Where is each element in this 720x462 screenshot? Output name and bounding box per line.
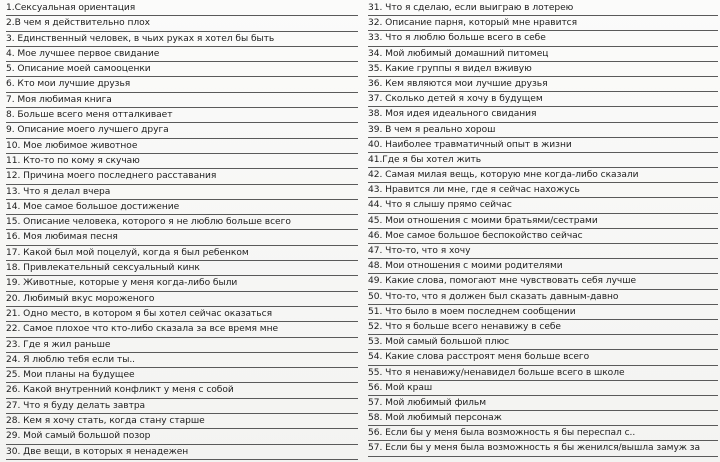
- question-item: 45. Мои отношения с моими братьями/сестрами: [368, 214, 718, 229]
- question-item: 21. Одно место, в котором я бы хотел сейчас оказаться: [6, 307, 358, 322]
- question-item: 8. Больше всего меня отталкивает: [6, 108, 358, 123]
- question-item: 34. Мой любимый домашний питомец: [368, 47, 718, 62]
- question-item: 7. Моя любимая книга: [6, 93, 358, 108]
- question-item: 32. Описание парня, который мне нравится: [368, 16, 718, 31]
- question-item: 28. Кем я хочу стать, когда стану старше: [6, 414, 358, 429]
- question-item: 23. Где я жил раньше: [6, 338, 358, 353]
- question-item: 42. Самая милая вещь, которую мне когда-либо сказали: [368, 168, 718, 183]
- question-item: 49. Какие слова, помогают мне чувствовать себя лучше: [368, 274, 718, 289]
- question-item: 22. Самое плохое что кто-либо сказала за все время мне: [6, 322, 358, 337]
- question-item: 3. Единственный человек, в чьих руках я хотел бы быть: [6, 32, 358, 47]
- question-item: 13. Что я делал вчера: [6, 185, 358, 200]
- question-item: 53. Мой самый большой плюс: [368, 335, 718, 350]
- question-item: 57. Если бы у меня была возможность я бы женился/вышла замуж за: [368, 441, 718, 456]
- question-item: 11. Кто-то по кому я скучаю: [6, 154, 358, 169]
- question-column-left: [6, 1, 358, 460]
- question-item: 48. Мои отношения с моими родителями: [368, 259, 718, 274]
- question-item: 44. Что я слышу прямо сейчас: [368, 198, 718, 213]
- question-item: 46. Мое самое большое беспокойство сейчас: [368, 229, 718, 244]
- question-item: 43. Нравится ли мне, где я сейчас нахожусь: [368, 183, 718, 198]
- question-item: 15. Описание человека, которого я не люблю больше всего: [6, 215, 358, 230]
- question-item: 17. Какой был мой поцелуй, когда я был ребенком: [6, 246, 358, 261]
- question-item: 40. Наиболее травматичный опыт в жизни: [368, 138, 718, 153]
- question-item: 37. Сколько детей я хочу в будущем: [368, 92, 718, 107]
- question-item: 50. Что-то, что я должен был сказать давным-давно: [368, 290, 718, 305]
- question-item: 1.Сексуальная ориентация: [6, 1, 358, 16]
- question-item: 55. Что я ненавижу/ненавидел больше всего в школе: [368, 366, 718, 381]
- question-item: 58. Мой любимый персонаж: [368, 411, 718, 426]
- question-item: 2.В чем я действительно плох: [6, 16, 358, 31]
- question-item: 4. Мое лучшее первое свидание: [6, 47, 358, 62]
- question-item: 27. Что я буду делать завтра: [6, 399, 358, 414]
- question-item: 19. Животные, которые у меня когда-либо были: [6, 276, 358, 291]
- question-item: 6. Кто мои лучшие друзья: [6, 77, 358, 92]
- question-item: 5. Описание моей самооценки: [6, 62, 358, 77]
- question-item: 33. Что я люблю больше всего в себе: [368, 31, 718, 46]
- question-item: 14. Мое самое большое достижение: [6, 200, 358, 215]
- question-item: 31. Что я сделаю, если выиграю в лотерею: [368, 1, 718, 16]
- question-item: 29. Мой самый большой позор: [6, 429, 358, 444]
- question-item: 56. Если бы у меня была возможность я бы переспал с..: [368, 426, 718, 441]
- question-column-right: [368, 1, 718, 457]
- question-item: 36. Кем являются мои лучшие друзья: [368, 77, 718, 92]
- question-item: 57. Мой любимый фильм: [368, 396, 718, 411]
- question-item: 54. Какие слова расстроят меня больше всего: [368, 350, 718, 365]
- question-item: 9. Описание моего лучшего друга: [6, 123, 358, 138]
- question-item: 12. Причина моего последнего расставания: [6, 169, 358, 184]
- question-item: 56. Мой краш: [368, 381, 718, 396]
- question-item: 26. Какой внутренний конфликт у меня с собой: [6, 383, 358, 398]
- question-item: 35. Какие группы я видел вживую: [368, 62, 718, 77]
- question-item: 47. Что-то, что я хочу: [368, 244, 718, 259]
- question-item: 38. Моя идея идеального свидания: [368, 107, 718, 122]
- question-item: 51. Что было в моем последнем сообщении: [368, 305, 718, 320]
- question-item: 16. Моя любимая песня: [6, 230, 358, 245]
- question-item: 41.Где я бы хотел жить: [368, 153, 718, 168]
- question-item: 24. Я люблю тебя если ты..: [6, 353, 358, 368]
- question-item: 52. Что я больше всего ненавижу в себе: [368, 320, 718, 335]
- question-item: 20. Любимый вкус мороженого: [6, 292, 358, 307]
- question-item: 39. В чем я реально хорош: [368, 123, 718, 138]
- question-item: 30. Две вещи, в которых я ненадежен: [6, 445, 358, 460]
- question-item: 10. Мое любимое животное: [6, 139, 358, 154]
- question-item: 18. Привлекательный сексуальный кинк: [6, 261, 358, 276]
- question-item: 25. Мои планы на будущее: [6, 368, 358, 383]
